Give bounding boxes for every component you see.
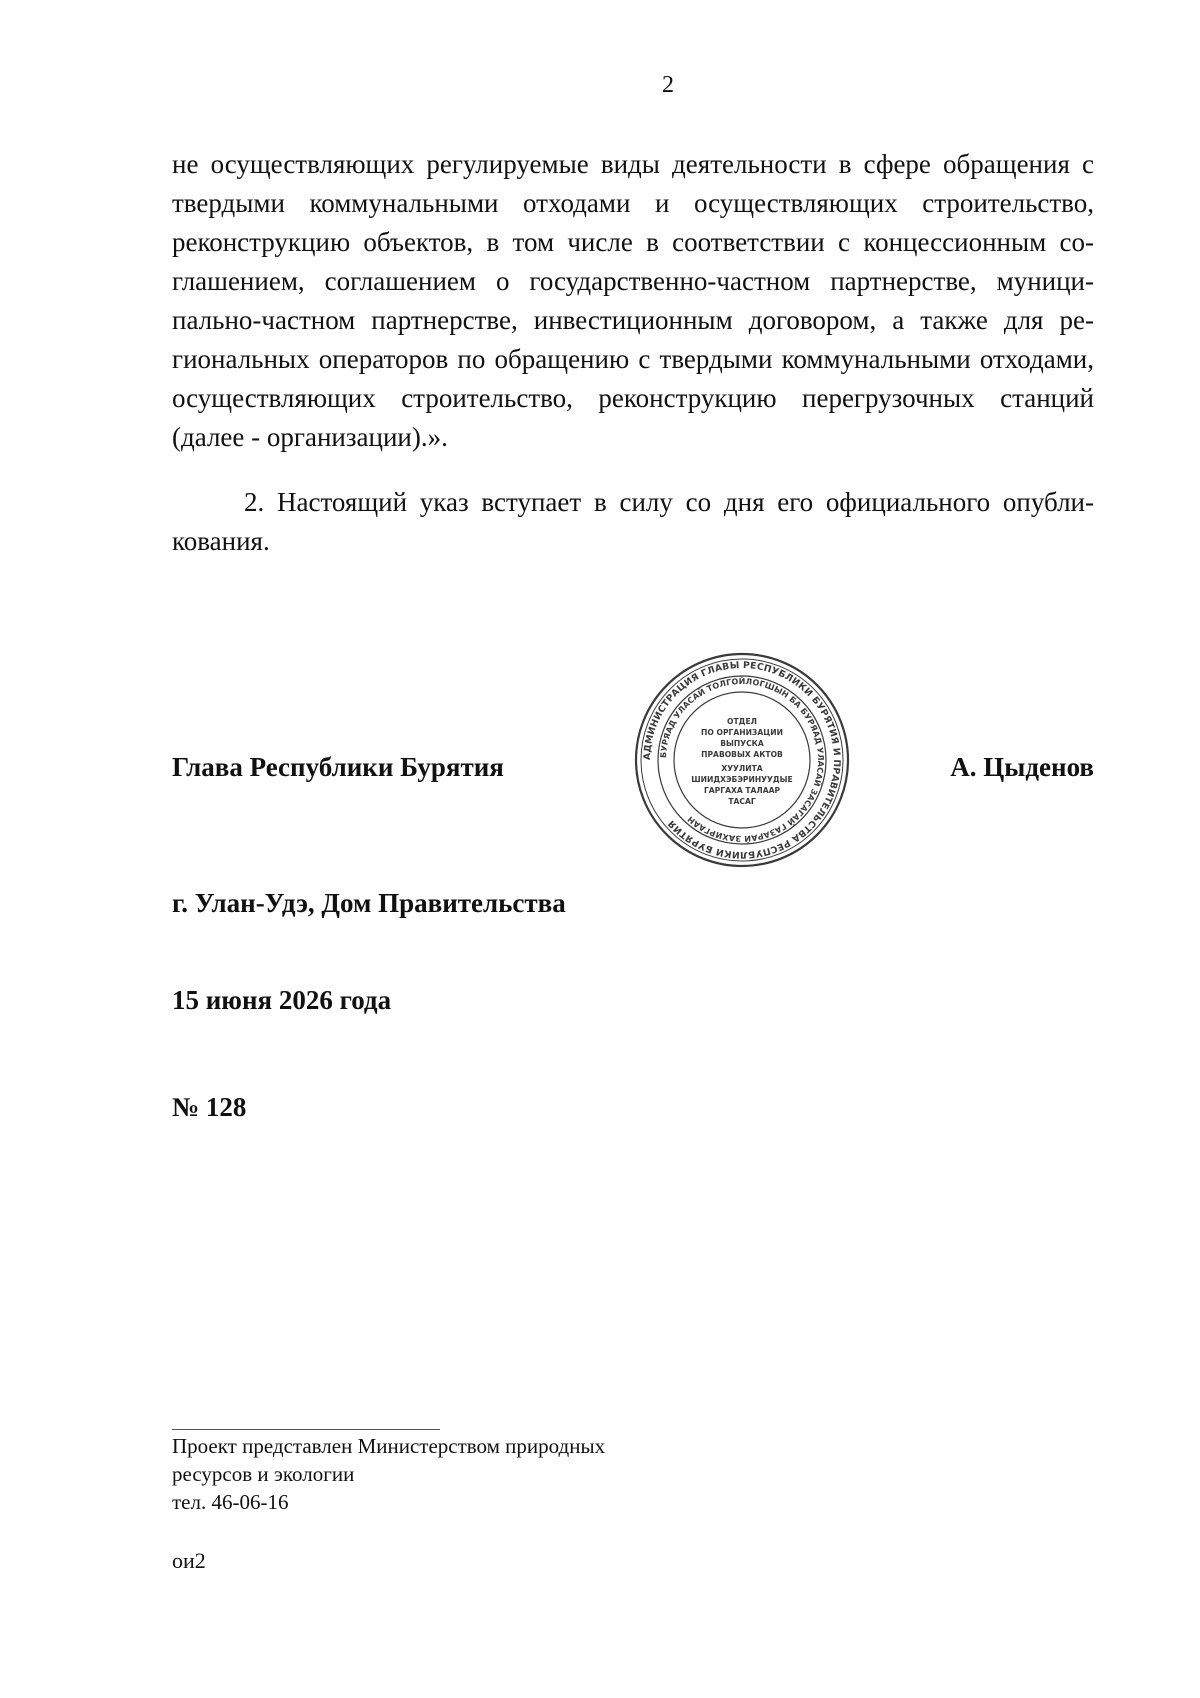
seal-outer-text: АДМИНИСТРАЦИЯ ГЛАВЫ РЕСПУБЛИКИ БУРЯТИЯ И ПРАВИТЕЛЬСТВА РЕСПУБЛИКИ БУРЯТИЯ <box>641 659 843 861</box>
paragraph-continuation: не осуществляющих регулируемые виды деятельности в сфере обращения с твердыми коммунальными отходами и осуществляющих строительство, реконструкцию объектов, в том числе в соответствии с концессионным соглашением, соглашением о государственно-частном партнерстве, муниципально-частном партнерстве, инвестиционным договором, а также для региональных операторов по обращению с твердыми коммунальными отходами, осуществляющих строительство, реконструкцию перегрузочных станций (далее - организации).». <box>172 149 1094 452</box>
signatory-position: Глава Республики Бурятия <box>172 752 504 782</box>
seal-inner-text: БУРЯАД УЛАСАЙ ТОЛГОЙЛОГШЫН БА БУРЯАД УЛАСАЙ ЗАСАГАЙ ГАЗАРАЙ ЗАХИРГААН <box>658 676 826 844</box>
seal-center-line: ПО ОРГАНИЗАЦИИ <box>701 728 783 737</box>
decree-number: № 128 <box>172 1092 247 1122</box>
seal-center-line: ПРАВОВЫХ АКТОВ <box>701 750 783 759</box>
seal-center-line: ОТДЕЛ <box>727 717 757 726</box>
signing-date: 15 июня 2026 года <box>172 985 392 1015</box>
footnote-line: Проект представлен Министерством природных <box>172 1434 606 1458</box>
seal-center-line: ХУУЛИТА <box>721 764 763 773</box>
official-seal-icon <box>632 650 852 870</box>
svg-text:АДМИНИСТРАЦИЯ ГЛАВЫ РЕСПУБЛИКИ <box>642 660 842 860</box>
seal-center-line: ВЫПУСКА <box>720 739 764 748</box>
document-code: ои2 <box>172 1548 206 1573</box>
signing-place: г. Улан-Удэ, Дом Правительства <box>172 888 566 918</box>
footnote-phone: тел. 46-06-16 <box>172 1490 289 1514</box>
footnote <box>172 1432 605 1516</box>
seal-center-line: ШИИДХЭБЭРИНУУДЫЕ <box>691 775 793 784</box>
page-number: 2 <box>662 72 674 98</box>
signatory-name: А. Цыденов <box>950 752 1094 782</box>
svg-text:БУРЯАД УЛАСАЙ ТОЛГОЙЛОГШЫН БА <box>659 675 825 845</box>
seal-center-line: ГАРГАХА ТАЛААР <box>703 786 781 795</box>
footnote-line: ресурсов и экологии <box>172 1462 355 1486</box>
seal-center-line: ТАСАГ <box>728 797 756 806</box>
paragraph-effective-date: 2. Настоящий указ вступает в силу со дня его официального опубликования. <box>172 487 1094 556</box>
footnote-divider <box>172 1429 440 1430</box>
